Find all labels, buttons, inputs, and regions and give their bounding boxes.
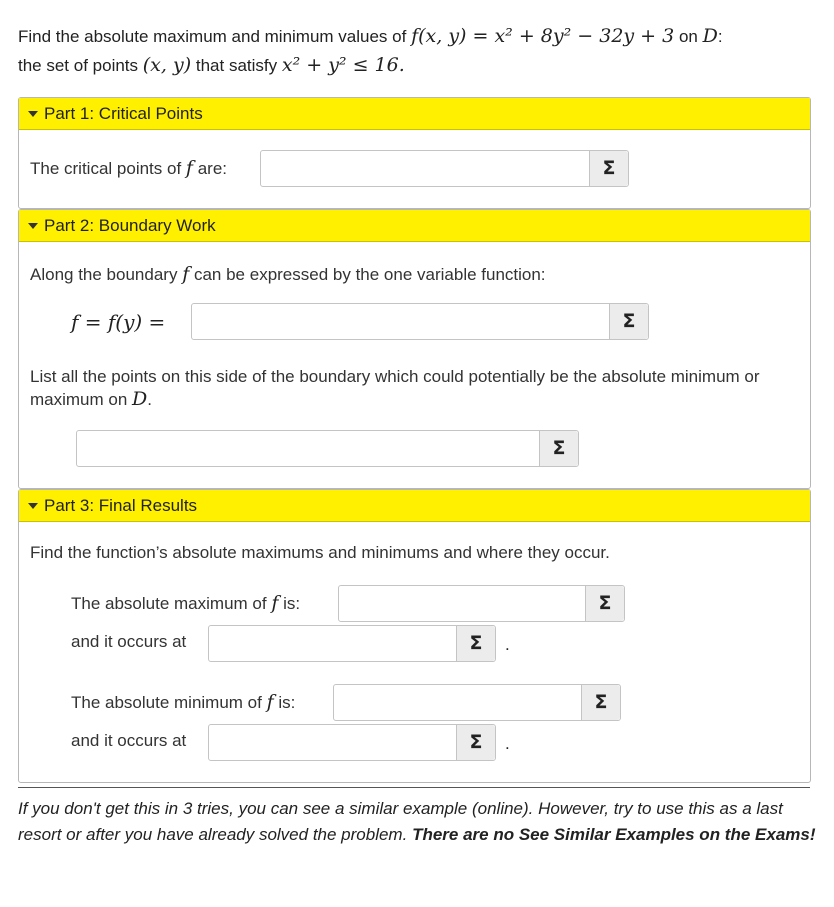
sigma-icon[interactable]: Σ (609, 304, 648, 339)
period: . (147, 390, 153, 409)
boundary-points-input[interactable] (77, 431, 540, 466)
f-variable: f (271, 592, 279, 614)
problem-text-on: on (678, 27, 698, 46)
problem-text-satisfy: that satisfy (195, 56, 278, 75)
boundary-intro (30, 263, 546, 285)
problem-statement (18, 22, 818, 80)
problem-text: Find the absolute maximum and minimum values of (18, 27, 407, 46)
max-occurs-label: and it occurs at (71, 632, 187, 651)
boundary-points-instructions (30, 365, 790, 411)
period: . (505, 734, 510, 753)
constraint-expression: x² + y² ≤ 16. (281, 54, 405, 76)
min-occurs-label: and it occurs at (71, 731, 187, 750)
collapse-triangle-icon[interactable] (28, 223, 38, 229)
label-text: can be expressed by the one variable function: (193, 265, 546, 284)
collapse-triangle-icon[interactable] (28, 111, 38, 117)
sigma-icon[interactable]: Σ (539, 431, 578, 466)
function-label (71, 310, 165, 334)
divider (18, 787, 810, 788)
label-text: The absolute minimum of (71, 693, 262, 712)
footnote-text: If you don't get this in 3 tries, you can see a similar example (online). However, try to use this as a last resort or after you have already solved the problem. (18, 799, 783, 844)
part1-header[interactable] (19, 98, 810, 130)
min-value-input[interactable] (334, 685, 582, 720)
min-occurs-field (208, 724, 496, 761)
function-label-math: f = f(y) = (71, 310, 166, 334)
label-text: is: (283, 594, 301, 613)
max-value-input[interactable] (339, 586, 586, 621)
label-text: List all the points on this side of the boundary which could potentially be the absolute minimum or maximum on (30, 367, 760, 409)
boundary-function-input[interactable] (192, 304, 610, 339)
min-occurs-input[interactable] (209, 725, 457, 760)
sigma-icon[interactable]: Σ (456, 725, 495, 760)
part3-section (18, 489, 811, 783)
part2-section (18, 209, 811, 489)
f-variable: f (185, 157, 193, 179)
max-label (71, 592, 300, 614)
f-variable: f (182, 263, 190, 285)
label-text: The absolute maximum of (71, 594, 267, 613)
problem-text-set: the set of points (18, 56, 139, 75)
point-expression: (x, y) (142, 54, 192, 76)
part1-title: Part 1: Critical Points (44, 104, 203, 123)
max-occurs-input[interactable] (209, 626, 457, 661)
sigma-icon[interactable]: Σ (456, 626, 495, 661)
sigma-icon[interactable]: Σ (589, 151, 628, 186)
function-expression: f(x, y) = x² + 8y² − 32y + 3 (411, 25, 675, 47)
part3-header[interactable] (19, 490, 810, 522)
part2-title: Part 2: Boundary Work (44, 216, 216, 235)
part2-header[interactable] (19, 210, 810, 242)
domain-symbol: D (702, 25, 718, 47)
max-occurs-field (208, 625, 496, 662)
part3-title: Part 3: Final Results (44, 496, 198, 515)
boundary-points-field (76, 430, 579, 467)
domain-symbol: D (132, 388, 148, 410)
label-text: Along the boundary (30, 265, 178, 284)
max-value-field (338, 585, 625, 622)
period: . (505, 635, 510, 654)
final-results-intro: Find the function’s absolute maximums and minimums and where they occur. (30, 543, 610, 562)
problem-colon: : (717, 27, 723, 46)
label-text: are: (197, 159, 227, 178)
label-text: is: (278, 693, 296, 712)
critical-points-field (260, 150, 629, 187)
label-text: The critical points of (30, 159, 182, 178)
sigma-icon[interactable]: Σ (581, 685, 620, 720)
footnote-bold: There are no See Similar Examples on the Exams! (412, 825, 816, 844)
part1-section (18, 97, 811, 209)
min-value-field (333, 684, 621, 721)
f-variable: f (266, 691, 274, 713)
sigma-icon[interactable]: Σ (585, 586, 624, 621)
min-label (71, 691, 295, 713)
boundary-function-field (191, 303, 649, 340)
footnote (18, 796, 818, 848)
collapse-triangle-icon[interactable] (28, 503, 38, 509)
critical-points-label (30, 157, 227, 179)
critical-points-input[interactable] (261, 151, 590, 186)
